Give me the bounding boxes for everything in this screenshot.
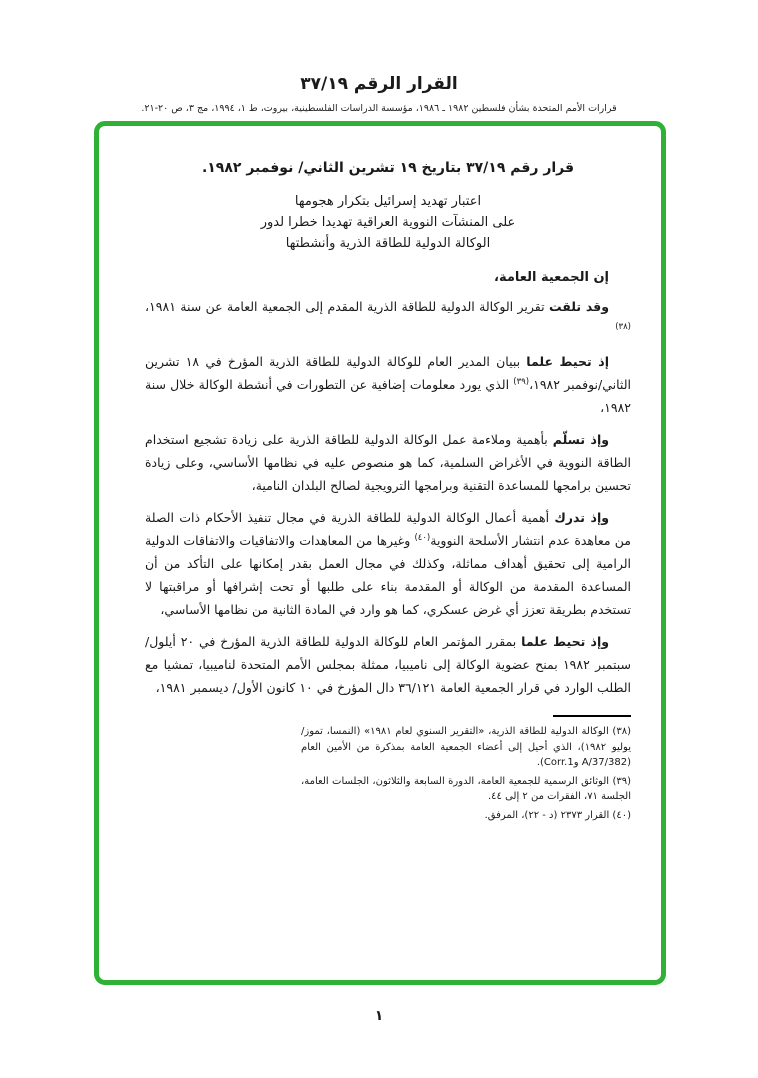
page-header: [0, 74, 758, 114]
footnote-reference: (٤٠): [414, 532, 431, 543]
paragraph-lead: وإذ تدرك: [554, 510, 609, 525]
footnotes-section: [301, 715, 631, 823]
paragraph-lead: وقد تلقت: [549, 299, 609, 314]
footnote-divider: [553, 715, 631, 717]
paragraph-text: تقرير الوكالة الدولية للطاقة الذرية المقدم إلى الجمعية العامة عن سنة ١٩٨١،: [145, 299, 550, 314]
paragraph: [145, 428, 631, 497]
footnote: (٤٠) القرار ٢٣٧٣ (د - ٢٢)، المرفق.: [484, 809, 631, 821]
paragraph-text: الذي يورد معلومات إضافية عن التطورات في أنشطة الوكالة خلال سنة ١٩٨٢،: [145, 377, 631, 415]
subtitle-line: الوكالة الدولية للطاقة الذرية وأنشطتها: [285, 236, 491, 251]
paragraph-lead: إذ تحيط علما: [526, 354, 609, 369]
paragraph-text: وغيرها من المعاهدات والاتفاقيات والاتفاقات الدولية الرامية إلى تحقيق أهداف مماثلة، وكذلك في مجال العمل بقدر إمكانها على التأكد من أن المساعدة المقدمة من الوكالة أو المقدمة بناء على طلبها أو تحت إشرافها أو مراقبتها لا تستخدم بطريقة تعزز أي غرض عسكري، كما هو وارد في المادة الثانية من نظامها الأساسي،: [145, 533, 631, 617]
footnote: (٣٩) الوثائق الرسمية للجمعية العامة، الدورة السابعة والثلاثون، الجلسات العامة، الجلسة ٧١، الفقرات من ٢ إلى ٤٤.: [301, 775, 631, 802]
paragraph: [145, 630, 631, 699]
page-number: ١: [374, 1008, 384, 1024]
paragraph: [145, 350, 631, 419]
subtitle-line: على المنشآت النووية العراقية تهديدا خطرا لدور: [260, 215, 516, 230]
footnote-reference: (٣٨): [615, 321, 631, 332]
paragraph-text: ببيان المدير العام للوكالة الدولية للطاقة الذرية المؤرخ في ١٨ تشرين الثاني/نوفمبر ١٩٨٢،: [145, 354, 631, 392]
footnote: (٣٨) الوكالة الدولية للطاقة الذرية، «التقرير السنوي لعام ١٩٨١» (النمسا، تموز/يوليو ١٩٨٢)، الذي أحيل إلى أعضاء الجمعية العامة بمذكرة من الأمين العام (A/37/382 وCorr.1).: [301, 726, 631, 768]
paragraph-lead: وإذ تسلّم: [552, 432, 609, 447]
header-source-caption: قرارات الأمم المتحدة بشأن فلسطين ١٩٨٢ ـ ١٩٨٦، مؤسسة الدراسات الفلسطينية، بيروت، ط ١، ١٩٩٤، مج ٣، ص ٢٠-٢١.: [141, 103, 617, 114]
opening-phrase: إن الجمعية العامة،: [494, 270, 609, 285]
paragraph-lead: وإذ تحيط علما: [521, 634, 610, 649]
resolution-box: [94, 121, 666, 985]
resolution-title: قرار رقم ٣٧/١٩ بتاريخ ١٩ تشرين الثاني/ نوفمبر ١٩٨٢.: [201, 160, 575, 176]
paragraph-text: بمقرر المؤتمر العام للوكالة الدولية للطاقة الذرية المؤرخ في ٢٠ أيلول/سبتمبر ١٩٨٢ بمنح عضوية الوكالة إلى ناميبيا، ممثلة بمجلس الأمم المتحدة لناميبيا، تمشيا مع الطلب الوارد في قرار الجمعية العامة ٣٦/١٢١ دال المؤرخ في ١٠ كانون الأول/ ديسمبر ١٩٨١،: [145, 634, 631, 695]
paragraph-text: أهمية أعمال الوكالة الدولية للطاقة الذرية في مجال تنفيذ الأحكام ذات الصلة من معاهدة عدم انتشار الأسلحة النووية: [145, 510, 631, 548]
paragraph-text: بأهمية وملاءمة عمل الوكالة الدولية للطاقة الذرية على زيادة تشجيع استخدام الطاقة النووية في الأغراض السلمية، كما هو منصوص عليه في نظامها الأساسي، وعلى زيادة تحسين برامجها للمساعدة التقنية وبرامجها الترويجية لصالح البلدان النامية،: [145, 432, 631, 493]
paragraph: [145, 295, 631, 341]
header-title: القرار الرقم ٣٧/١٩: [300, 74, 458, 94]
resolution-subtitle: [145, 191, 631, 254]
paragraph: [145, 506, 631, 621]
subtitle-line: اعتبار تهديد إسرائيل بتكرار هجومها: [294, 194, 482, 209]
footnote-reference: (٣٩): [513, 376, 530, 387]
